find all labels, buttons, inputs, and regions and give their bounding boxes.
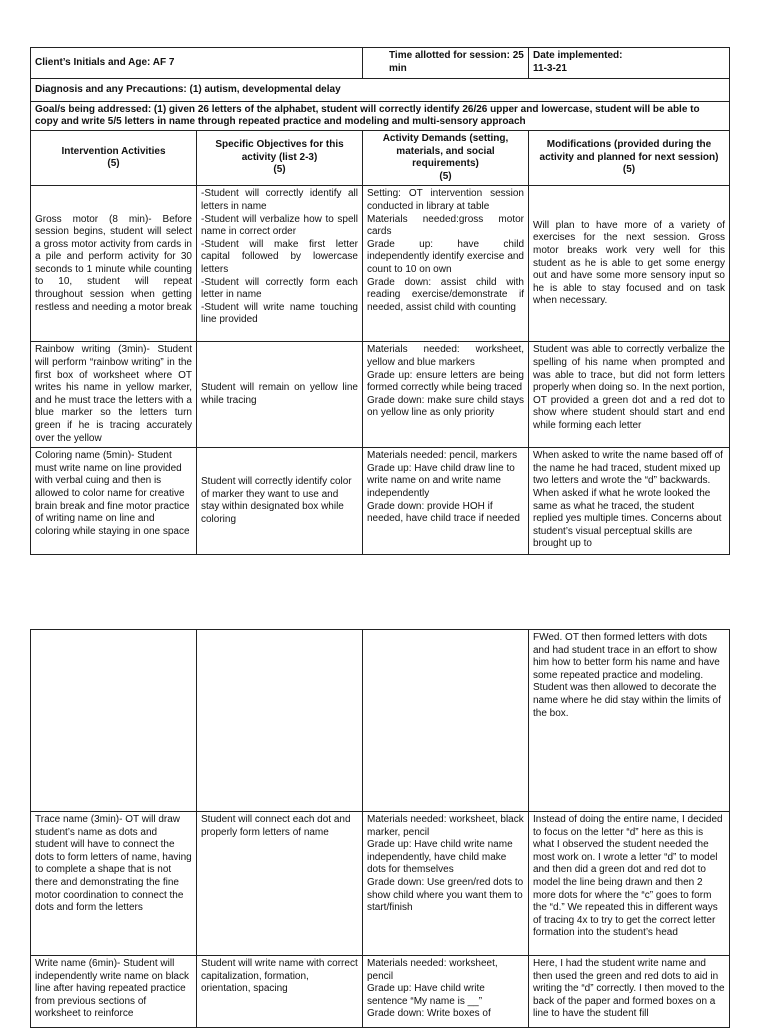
objective-item: -Student will verbalize how to spell name in correct order (201, 213, 358, 238)
column-header-objectives (197, 131, 363, 186)
demand-item: Grade down: make sure child stays on yellow line as only priority (367, 394, 524, 419)
modifications-cell: FWed. OT then formed letters with dots and had student trace in an effort to show him how to better form his name and have some repeated practice and modeling. Student was then allowed to decorate the name where he did stay within the limits of the box. (529, 630, 730, 812)
demands-cell (363, 630, 529, 812)
demand-item: Materials needed: pencil, markers (367, 450, 518, 462)
demand-item: Setting: OT intervention session conducted in library at table (367, 188, 524, 212)
table-row (31, 630, 730, 812)
demand-item: Grade down: provide HOH if needed, have child trace if needed (367, 500, 520, 525)
client-initials-age: Client’s Initials and Age: AF 7 (31, 48, 363, 79)
table-row (31, 342, 730, 448)
table-row (31, 186, 730, 342)
table-row (31, 448, 730, 555)
col2-sub: (5) (273, 164, 286, 176)
demand-item: Grade down: assist child with reading exercise/demonstrate if needed, assist child with counting (367, 276, 524, 313)
objective-item: Student will remain on yellow line while tracing (201, 382, 358, 406)
modifications-cell: Will plan to have more of a variety of exercises for the next session. Gross motor breaks work very well for this student as he is able to get some energy out and have some more sensory input so he is able to stay focused and on task when necessary. (529, 186, 730, 342)
objectives-cell (197, 448, 363, 555)
date-implemented (529, 48, 730, 79)
modifications-cell: When asked to write the name based off of the name he had traced, student mixed up two letters and wrote the “d” backwards. When asked if what he wrote looked the same as what he traced, the student replied yes multiple times. Concerns about student’s visual perceptual skills are brought up to (529, 448, 730, 555)
objective-item: Student will write name with correct capitalization, formation, orientation, spacing (201, 958, 358, 995)
column-header-demands (363, 131, 529, 186)
activity-cell: Coloring name (5min)- Student must write name on line provided with verbal cuing and then is allowed to color name for creative brain break and fine motor practice of writing name on line and coloring while staying in one space (31, 448, 197, 555)
demands-cell (363, 956, 529, 1028)
activity-cell (31, 630, 197, 812)
demands-cell (363, 342, 529, 448)
demands-cell (363, 186, 529, 342)
activity-cell: Trace name (3min)- OT will draw student’s name as dots and student will have to connect the dots to form letters of name, having to complete a shape that is not there and demonstrating the fine motor coordination to connect the dots and form the letters (31, 812, 197, 956)
demand-item: Grade up: Have child write sentence “My name is __” (367, 983, 485, 1007)
col3-title: Activity Demands (setting, materials, and social requirements) (382, 133, 509, 170)
activity-cell: Write name (6min)- Student will independently write name on black line after having repeated practice from previous sections of worksheet to reinforce (31, 956, 197, 1028)
date-value: 11-3-21 (533, 63, 567, 74)
demand-item: Grade up: Have child draw line to write name on and write name independently (367, 462, 515, 499)
session-plan-table-page-2 (30, 629, 730, 1028)
activity-cell: Rainbow writing (3min)- Student will perform “rainbow writing” in the first box of worksheet where OT writes his name in yellow marker, and he must trace the letters with a blue marker so the letters turn green if he is tracing accurately over the yellow (31, 342, 197, 448)
diagnosis-precautions: Diagnosis and any Precautions: (1) autism, developmental delay (31, 79, 730, 102)
date-label: Date implemented: (533, 50, 623, 62)
objectives-cell (197, 812, 363, 956)
demand-item: Grade down: Write boxes of (367, 1008, 491, 1020)
col2-title: Specific Objectives for this activity (list 2-3) (215, 139, 344, 163)
demands-cell (363, 448, 529, 555)
objective-item: -Student will write name touching line provided (201, 301, 358, 326)
goals-addressed: Goal/s being addressed: (1) given 26 letters of the alphabet, student will correctly identify 26/26 upper and lowercase, student will be able to copy and write 5/5 letters in name through repeated practice and modeling and multi-sensory approach (31, 102, 730, 131)
objectives-cell (197, 956, 363, 1028)
modifications-cell: Student was able to correctly verbalize the spelling of his name when prompted and was able to trace, but did not form letters properly when doing so. In the next portion, OT provided a green dot and a red dot to show where student should start and end while forming each letter (529, 342, 730, 448)
column-header-modifications: Modifications (provided during the activity and planned for next session) (5) (529, 131, 730, 186)
col3-sub: (5) (439, 170, 452, 182)
column-header-activities (31, 131, 197, 186)
table-row (31, 812, 730, 956)
objectives-cell (197, 342, 363, 448)
objective-item: Student will connect each dot and properly form letters of name (201, 814, 351, 838)
modifications-cell: Here, I had the student write name and then used the green and red dots to aid in writing the “d” correctly. I then moved to the back of the paper and formed boxes on a line to have the student fill (529, 956, 730, 1028)
demand-item: Materials needed: worksheet, yellow and blue markers (367, 344, 524, 368)
table-row (31, 956, 730, 1028)
objective-item: Student will correctly identify color of marker they want to use and stay within designated box while coloring (201, 475, 352, 525)
demand-item: Grade up: ensure letters are being formed correctly while being traced (367, 369, 524, 394)
demands-cell (363, 812, 529, 956)
demand-item: Materials needed:gross motor cards (367, 213, 524, 238)
demand-item: Materials needed: worksheet, pencil (367, 958, 498, 982)
col1-title: Intervention Activities (61, 145, 166, 157)
objective-item: -Student will make first letter capital followed by lowercase letters (201, 238, 358, 275)
demand-item: Grade up: have child independently identify exercise and count to 10 on own (367, 238, 524, 275)
demand-item: Materials needed: worksheet, black marker, pencil (367, 814, 524, 838)
modifications-cell: Instead of doing the entire name, I decided to focus on the letter “d” here as this is what I observed the student needed the most work on. I wrote a letter “d” to model and then did a green dot and red dot to model the line being drawn and then 2 more dots for where the “c” goes to form the “d.” We repeated this in different ways of tracing 4x to try to get the correct letter formation into the student’s head (529, 812, 730, 956)
time-allotted: Time allotted for session: 25 min (363, 48, 529, 79)
objectives-cell (197, 186, 363, 342)
activity-cell: Gross motor (8 min)- Before session begins, student will select a gross motor activity from cards in a pile and perform activity for 30 seconds to 1 minute while counting to 10, student will repeat throughout session when getting restless and needing a motor break (31, 186, 197, 342)
demand-item: Grade up: Have child write name independently, have child make dots for themselves (367, 839, 513, 876)
col1-sub: (5) (107, 158, 120, 170)
demand-item: Grade down: Use green/red dots to show child where you want them to start/finish (367, 876, 524, 914)
session-plan-table-page-1 (30, 47, 730, 555)
objective-item: -Student will correctly identify all letters in name (201, 188, 358, 212)
objective-item: -Student will correctly form each letter in name (201, 276, 358, 301)
objectives-cell (197, 630, 363, 812)
